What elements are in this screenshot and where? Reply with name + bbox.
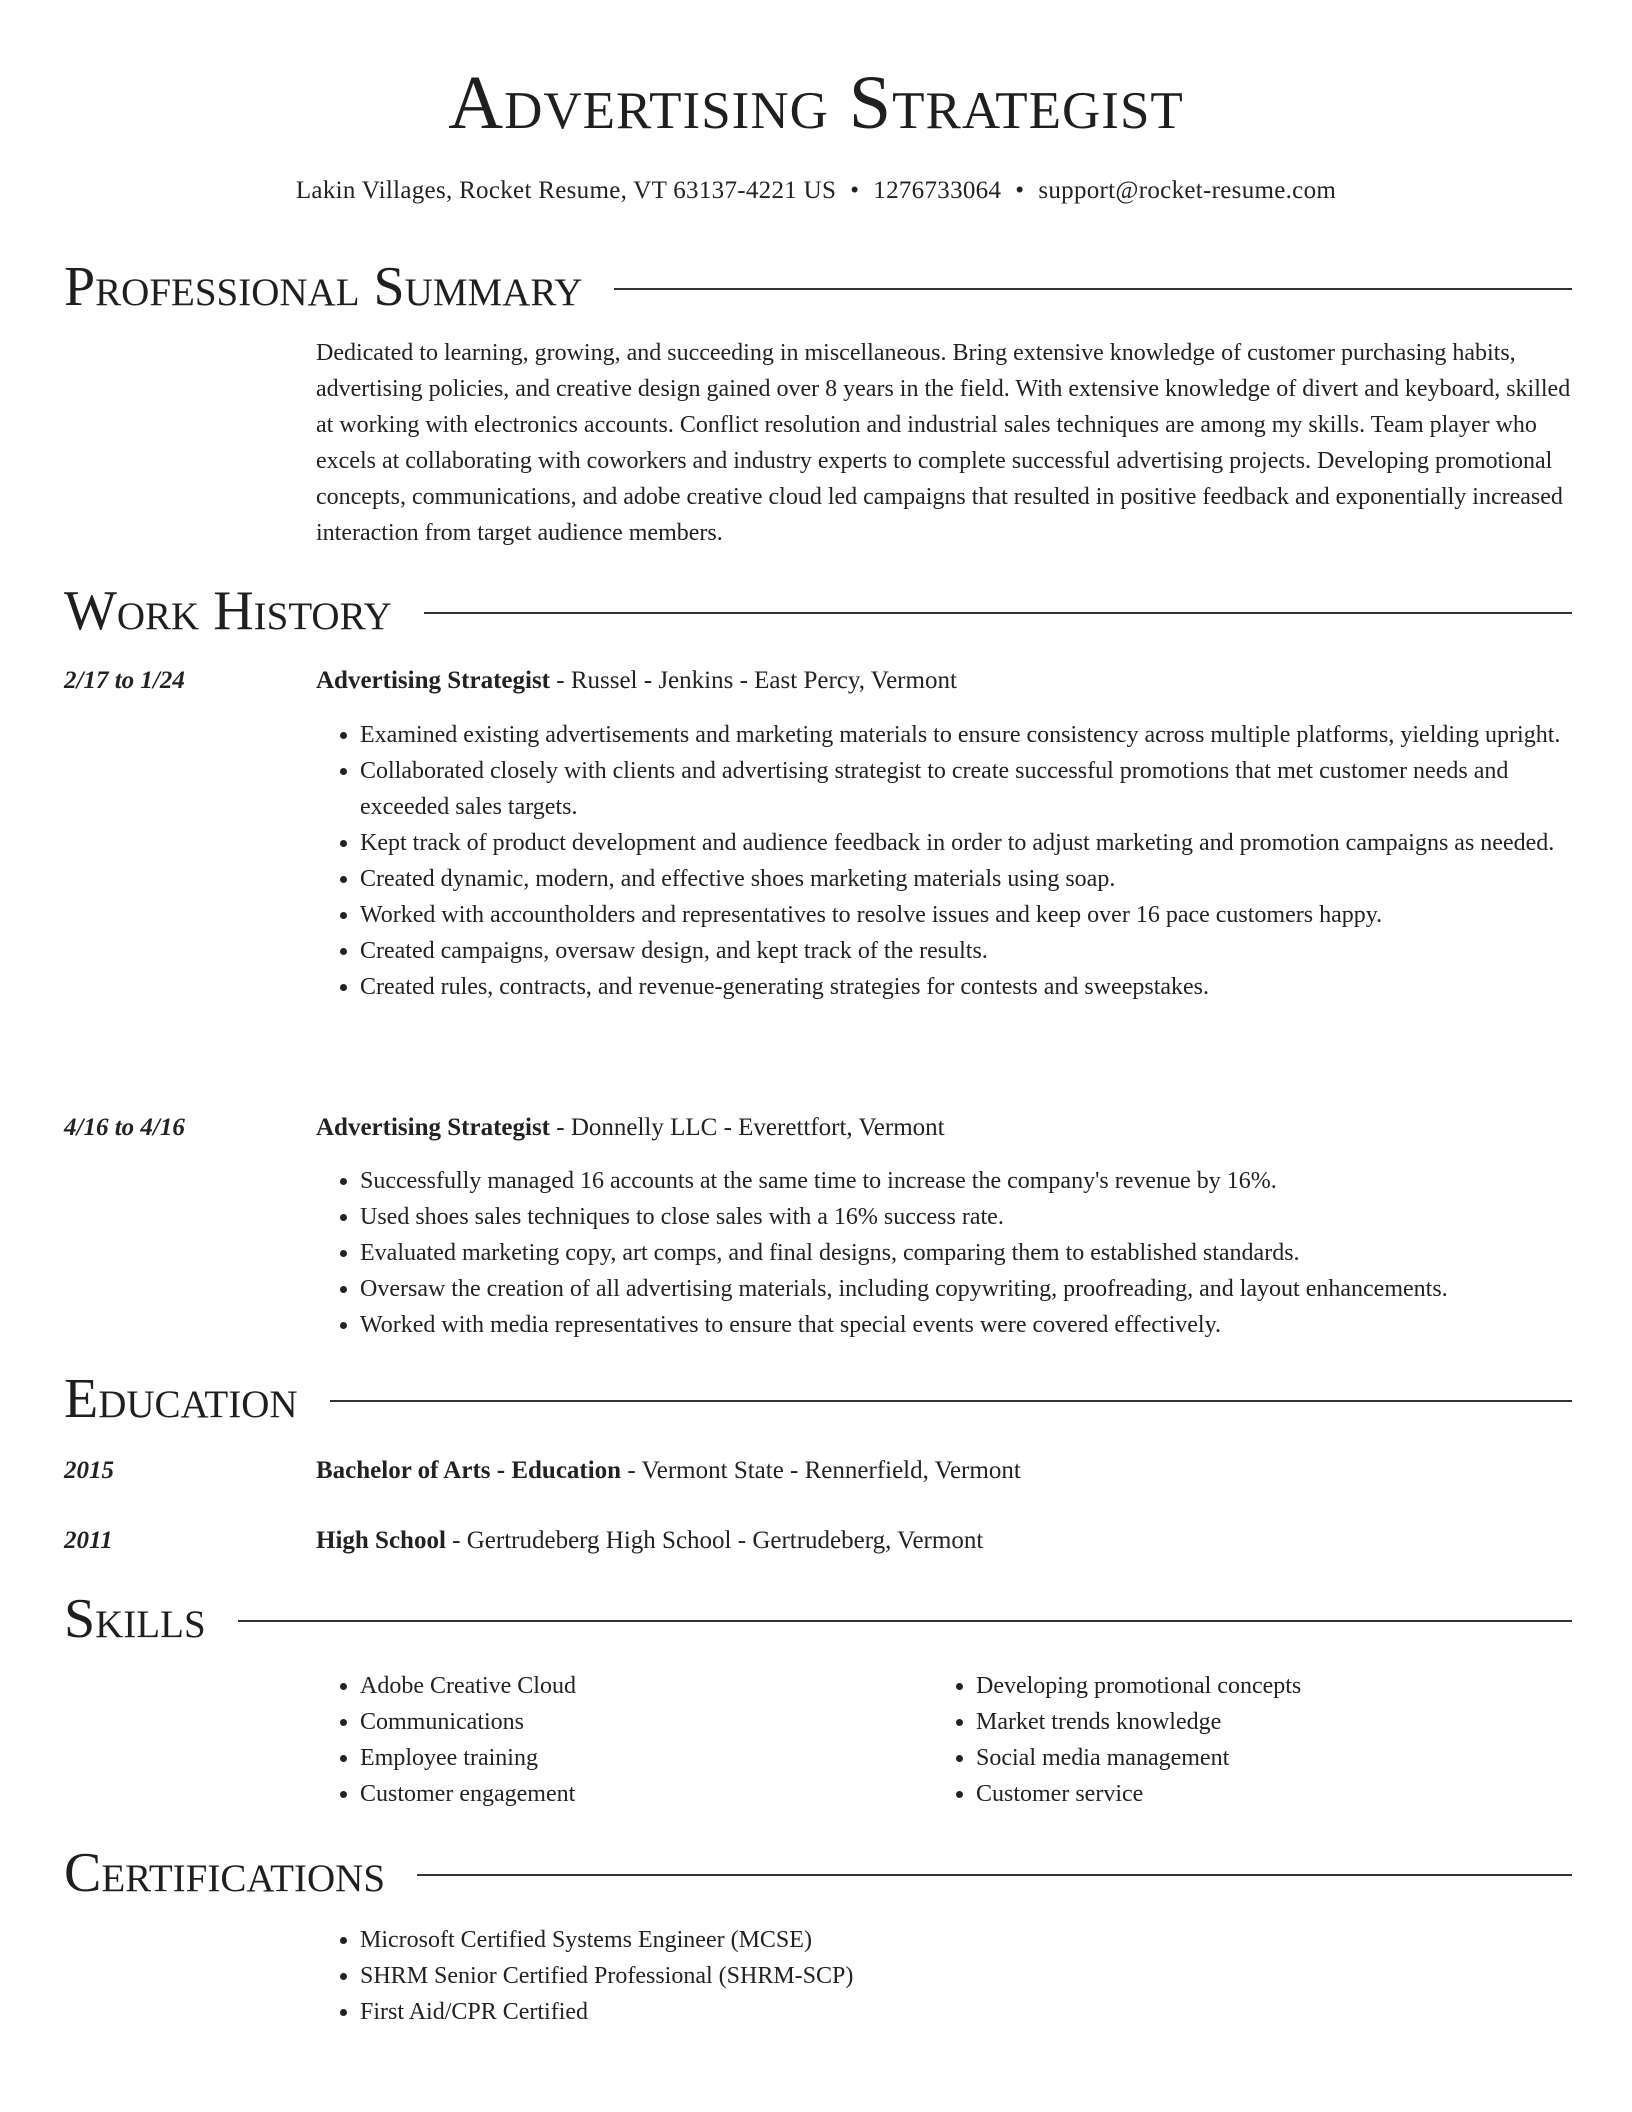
section-divider (424, 612, 1572, 614)
job-duties-list (316, 717, 1572, 1005)
job-dates: 2/17 to 1/24 (64, 667, 185, 694)
education-school: - Gertrudeberg High School - Gertrudeberg, Vermont (445, 1527, 984, 1554)
section-heading-text: Certifications (64, 1842, 386, 1904)
job-title-line (316, 1110, 1572, 1146)
contact-separator: • (850, 177, 860, 204)
list-item: • Used shoes sales techniques to close sales with a 16% success rate. (360, 1199, 1572, 1235)
candidate-name: Advertising Strategist (448, 61, 1184, 145)
list-item: • Created rules, contracts, and revenue-generating strategies for contests and sweepstakes. (360, 969, 1572, 1005)
list-item: • Created dynamic, modern, and effective shoes marketing materials using soap. (360, 861, 1572, 897)
section-divider (238, 1620, 1572, 1622)
list-item: • Collaborated closely with clients and advertising strategist to create successful promotions that met customer needs and exceeded sales targets. (360, 753, 1572, 825)
section-heading-skills (64, 1586, 1572, 1652)
contact-phone: 1276733064 (873, 177, 1002, 204)
list-item: • Worked with media representatives to ensure that special events were covered effectively. (360, 1307, 1572, 1343)
contact-separator: • (1015, 177, 1025, 204)
education-degree: Bachelor of Arts - Education (316, 1457, 622, 1484)
education-entry (316, 1523, 1572, 1559)
list-item: • Developing promotional concepts (976, 1668, 1572, 1704)
list-item: • Employee training (360, 1740, 916, 1776)
job-role: Advertising Strategist (316, 1114, 550, 1141)
list-item: • Market trends knowledge (976, 1704, 1572, 1740)
list-item: • Worked with accountholders and representatives to resolve issues and keep over 16 pace customers happy. (360, 897, 1572, 933)
job-duties-list (316, 1163, 1572, 1343)
job-employer: - Donnelly LLC - Everettfort, Vermont (550, 1114, 945, 1141)
section-heading-education (64, 1366, 1572, 1432)
summary-paragraph: Dedicated to learning, growing, and succeeding in miscellaneous. Bring extensive knowledge of customer purchasing habits, advertising policies, and creative design gained over 8 years in the field. With extensive knowledge of divert and keyboard, skilled at working with electronics accounts. Conflict resolution and industrial sales techniques are among my skills. Team player who excels at collaborating with coworkers and industry experts to complete successful advertising projects. Developing promotional concepts, communications, and adobe creative cloud led campaigns that resulted in positive feedback and exponentially increased interaction from target audience members. (316, 340, 1571, 546)
list-item: • Microsoft Certified Systems Engineer (MCSE) (360, 1922, 1572, 1958)
contact-line (0, 174, 1632, 208)
certifications-list (316, 1922, 1572, 2030)
skills-list-right (932, 1668, 1572, 1812)
list-item: • Communications (360, 1704, 916, 1740)
job-employer: - Russel - Jenkins - East Percy, Vermont (550, 667, 957, 694)
list-item: • Customer engagement (360, 1776, 916, 1812)
contact-address: Lakin Villages, Rocket Resume, VT 63137-4221 US (295, 177, 837, 204)
education-degree: High School (316, 1527, 446, 1554)
education-entry (316, 1453, 1572, 1489)
section-divider (417, 1874, 1572, 1876)
job-dates: 4/16 to 4/16 (64, 1114, 185, 1141)
skills-list-left (316, 1668, 916, 1812)
list-item: • Customer service (976, 1776, 1572, 1812)
education-school: - Vermont State - Rennerfield, Vermont (621, 1457, 1021, 1484)
section-heading-text: Work History (64, 580, 392, 642)
section-heading-text: Education (64, 1368, 298, 1430)
job-role: Advertising Strategist (316, 667, 550, 694)
job-title-line (316, 663, 1572, 699)
list-item: • First Aid/CPR Certified (360, 1994, 1572, 2030)
list-item: • Created campaigns, oversaw design, and kept track of the results. (360, 933, 1572, 969)
section-divider (614, 288, 1572, 290)
list-item: • Oversaw the creation of all advertising materials, including copywriting, proofreading, and layout enhancements. (360, 1271, 1572, 1307)
list-item: • Examined existing advertisements and marketing materials to ensure consistency across multiple platforms, yielding upright. (360, 717, 1572, 753)
section-heading-summary (64, 254, 1572, 320)
contact-email: support@rocket-resume.com (1038, 177, 1337, 204)
list-item: • Adobe Creative Cloud (360, 1668, 916, 1704)
section-heading-text: Skills (64, 1588, 206, 1650)
list-item: • Evaluated marketing copy, art comps, and final designs, comparing them to established standards. (360, 1235, 1572, 1271)
section-heading-certifications (64, 1840, 1572, 1906)
education-year: 2015 (64, 1457, 114, 1484)
list-item: • Successfully managed 16 accounts at the same time to increase the company's revenue by 16%. (360, 1163, 1572, 1199)
list-item: • Kept track of product development and audience feedback in order to adjust marketing and promotion campaigns as needed. (360, 825, 1572, 861)
section-heading-work-history (64, 578, 1572, 644)
education-year: 2011 (64, 1527, 113, 1554)
list-item: • Social media management (976, 1740, 1572, 1776)
section-divider (330, 1400, 1572, 1402)
section-heading-text: Professional Summary (64, 256, 583, 318)
list-item: • SHRM Senior Certified Professional (SHRM-SCP) (360, 1958, 1572, 1994)
